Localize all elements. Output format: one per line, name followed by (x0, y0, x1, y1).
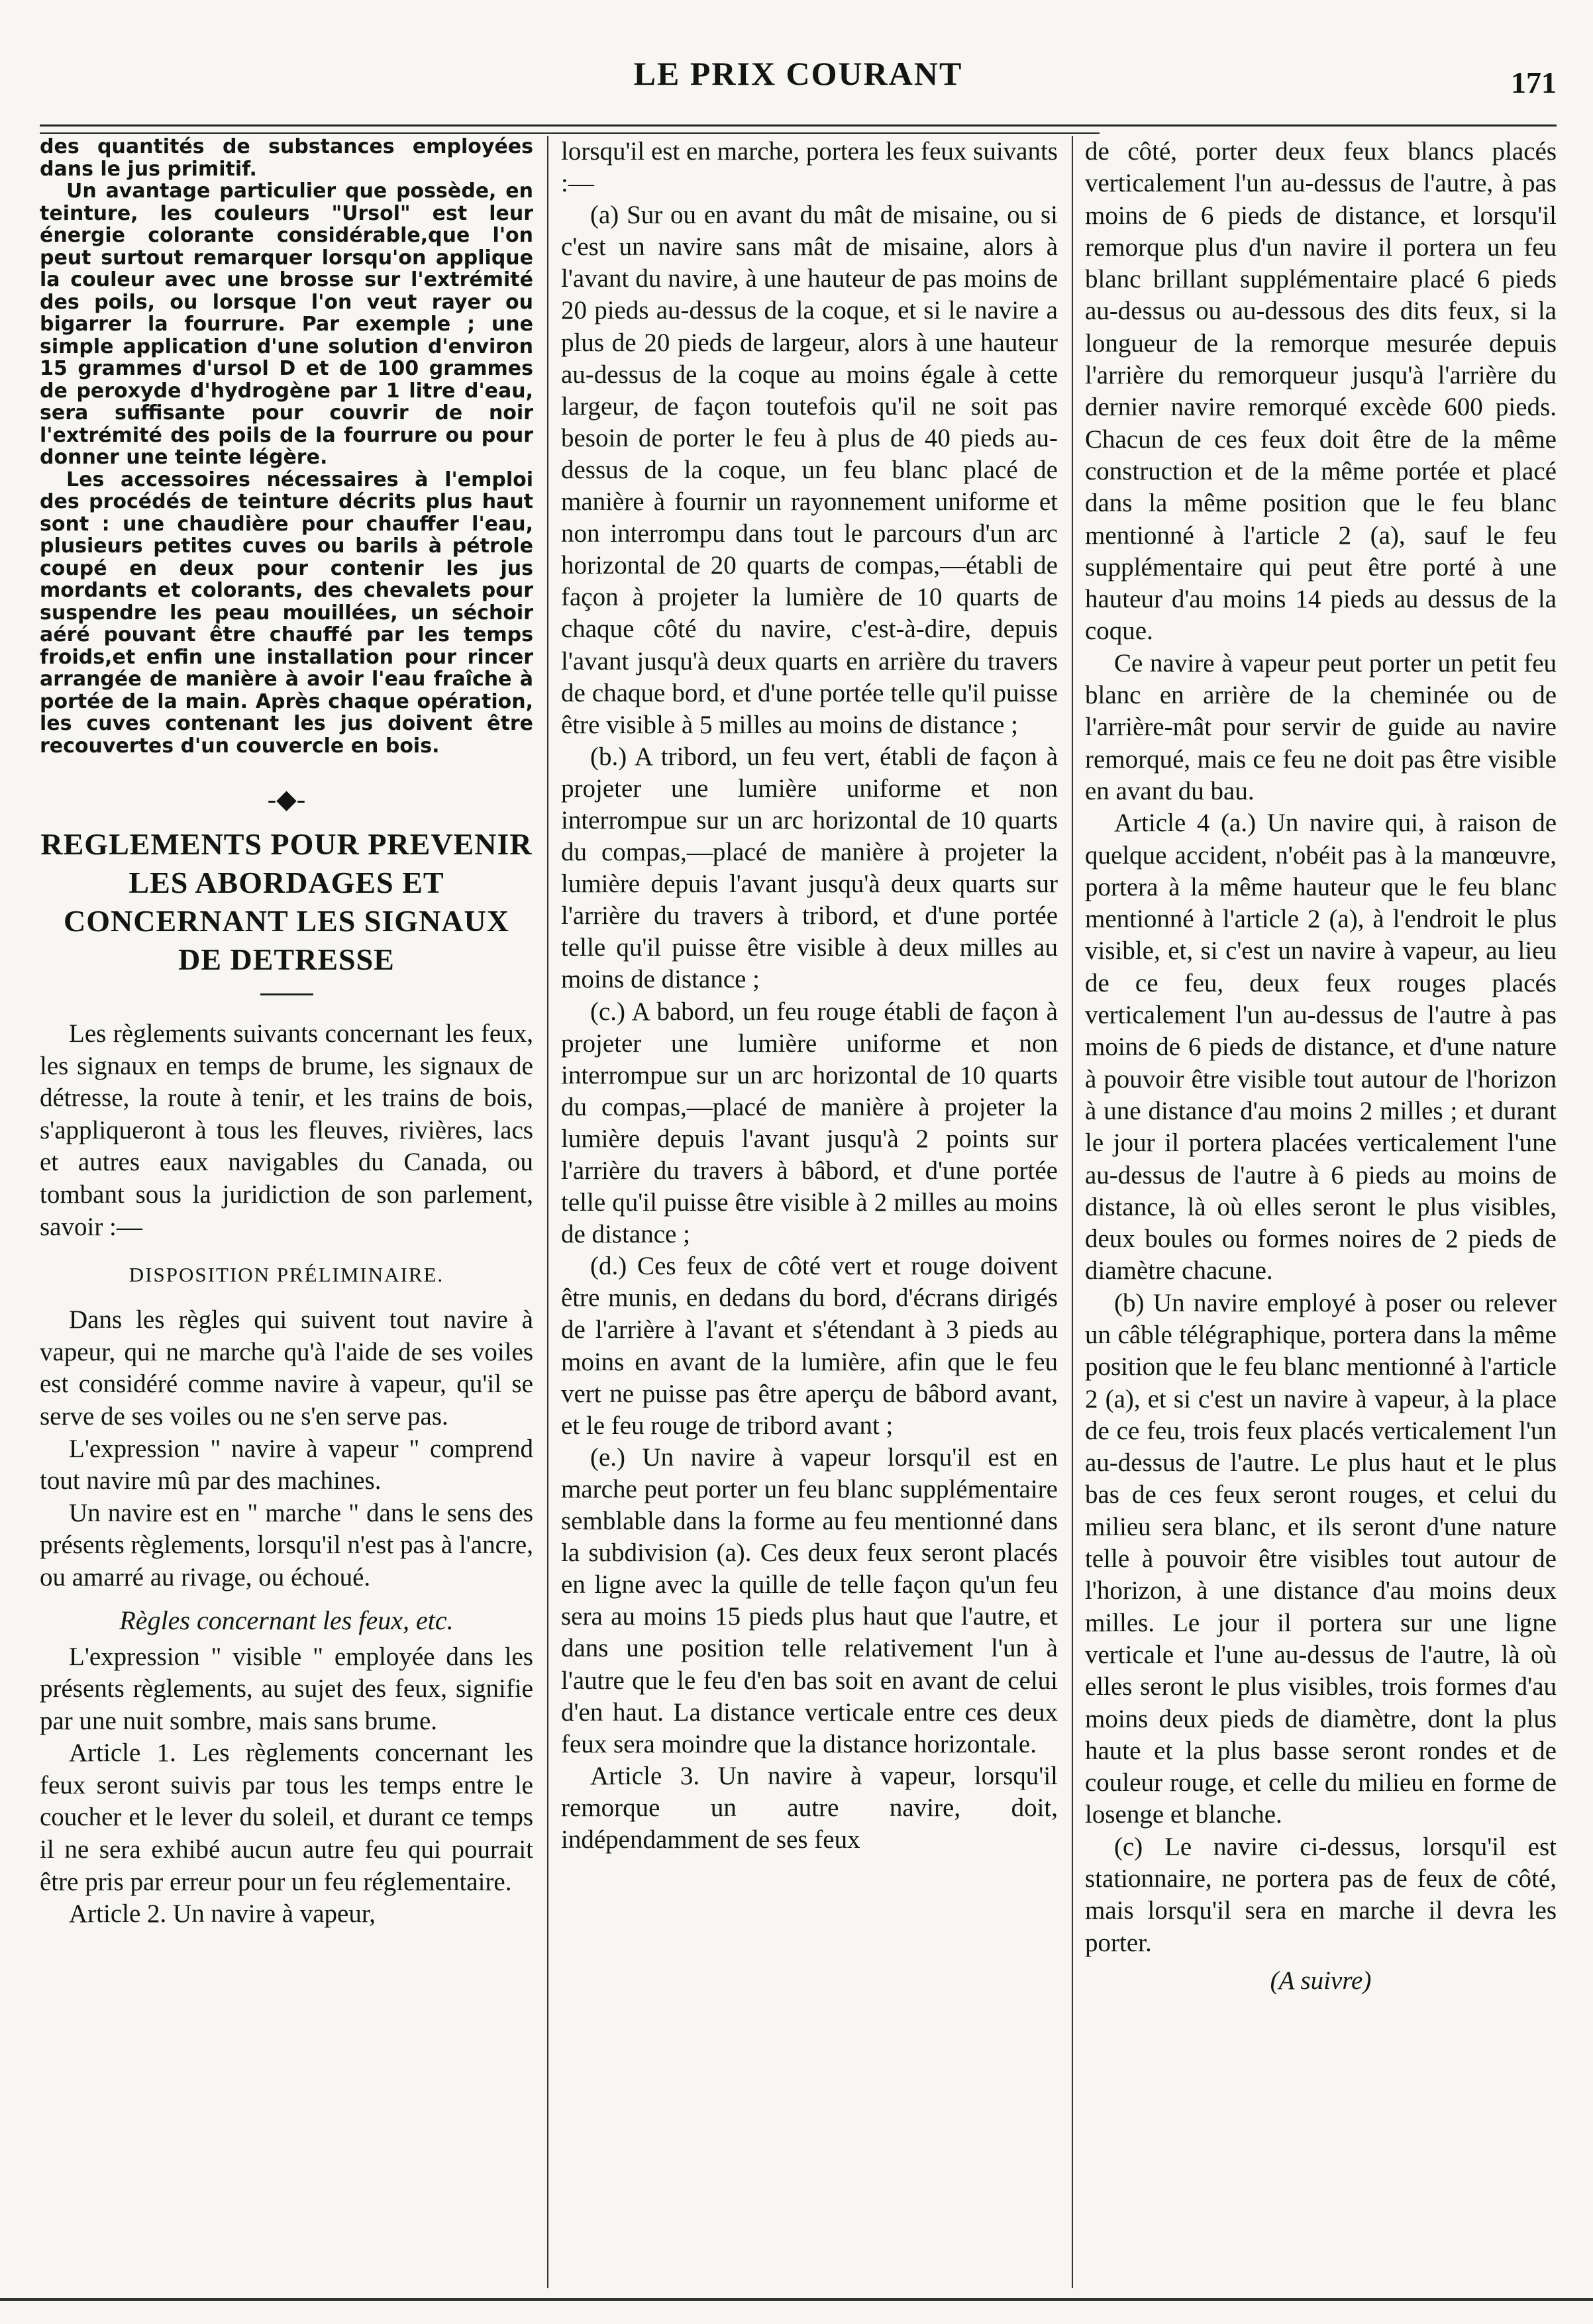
paragraph: (c) Le navire ci-dessus, lorsqu'il est stationnaire, ne portera pas de feux de côté, mais lorsqu'il sera en marche il devra les porter. (1085, 1832, 1557, 1957)
paragraph: Ce navire à vapeur peut porter un petit feu blanc en arrière de la cheminée ou de l'arrière-mât pour servir de guide au navire remorqué, mais ce feu ne doit pas être visible en avant du bau. (1085, 648, 1557, 805)
column-divider (547, 136, 548, 2288)
column-3 (1085, 136, 1557, 2288)
paragraph: lorsqu'il est en marche, portera les feux suivants :— (561, 137, 1058, 198)
header-rule (40, 125, 1557, 126)
article-columns (40, 136, 1557, 2288)
paragraph: Article 1. Les règlements concernant les feux seront suivis par tous les temps entre le coucher et le lever du soleil, et durant ce temps il ne sera exhibé aucun autre feu qui pourrait être pris par erreur pour un feu réglementaire. (40, 1739, 533, 1896)
paragraph: de côté, porter deux feux blancs placés verticalement l'un au-dessus de l'autre, à pas moins de 6 pieds de distance, et lorsqu'il remorque plus d'un navire il portera un feu blanc brillant supplémentaire placé 6 pieds au-dessus ou au-dessous des dits feux, si la longueur de la remorque mesurée depuis l'arrière du remorqueur jusqu'à l'arrière du dernier navire remorqué excède 600 pieds. Chacun de ces feux doit être de la même construction et de la même portée et placé dans la même position que le feu blanc mentionné à l'article 2 (a), sauf le feu supplémentaire qui peut être porté à une hauteur d'au moins 14 pieds au dessus de la coque. (1085, 137, 1557, 646)
running-title: LE PRIX COURANT (633, 55, 963, 92)
page-number: 171 (1511, 66, 1557, 99)
paragraph: Article 2. Un navire à vapeur, (69, 1899, 376, 1929)
paragraph: (b) Un navire employé à poser ou relever un câble télégraphique, portera dans la même position que le feu blanc mentionné à l'article 2 (a), et si c'est un navire à vapeur, à la place de ce feu, trois feux placés verticalement l'un au-dessus de l'autre. Le plus haut et le plus bas de ces feux seront rouges, et celui du milieu sera blanc, et ils seront d'une nature telle à pouvoir être visibles tout autour de l'horizon, à une distance d'au moins deux milles. Le jour il portera sur une ligne verticale et l'une au-dessus de l'autre, là où elles seront le plus visibles, trois formes d'au moins deux pieds de diamètre, dont la plus haute et la plus basse seront rondes et de couleur rouge, et celle du milieu en forme de losenge et blanche. (1085, 1288, 1557, 1829)
footer-rule (0, 2298, 1593, 2301)
paragraph: Article 3. Un navire à vapeur, lorsqu'il remorque un autre navire, doit, indépendamment de ses feux (561, 1761, 1058, 1854)
article-headline: REGLEMENTS POUR PREVENIR LES ABORDAGES ET CONCERNANT LES SIGNAUX DE DETRESSE (40, 827, 533, 976)
paragraph: des quantités de substances employées dans le jus primitif. (40, 136, 533, 181)
paragraph: (d.) Ces feux de côté vert et rouge doivent être munis, en dedans du bord, d'écrans dirigés de l'arrière à l'avant et s'étendant à 3 pieds au moins en avant de la lumière, afin que le feu vert ne puisse pas être aperçu de bâbord avant, et le feu rouge de tribord avant ; (561, 1252, 1058, 1440)
dye-article-continuation (40, 136, 533, 757)
continued-note: (A suivre) (1270, 1966, 1372, 1995)
paragraph: Dans les règles qui suivent tout navire à vapeur, qui ne marche qu'à l'aide de ses voiles est considéré comme navire à vapeur, qu'il se serve de ses voiles ou ne s'en serve pas. (40, 1305, 533, 1431)
column-1 (40, 136, 533, 2288)
regulations-body (40, 1018, 533, 1931)
paragraph: Article 4 (a.) Un navire qui, à raison de quelque accident, n'obéit pas à la manœuvre, portera à la même hauteur que le feu blanc mentionné à l'article 2 (a), à l'endroit le plus visible, et, si c'est un navire à vapeur, au lieu de ce feu, deux feux rouges placés verticalement l'un au-dessus de l'autre à pas moins de 6 pieds de distance, et d'une nature à pouvoir être visible tout autour de l'horizon à une distance d'au moins 2 milles ; et durant le jour il portera placées verticalement l'une au-dessus de l'autre à 6 pieds au moins de distance, là où elles seront le plus visibles, deux boules ou formes noires de 2 pieds de diamètre chacune. (1085, 809, 1557, 1286)
paragraph: (e.) Un navire à vapeur lorsqu'il est en marche peut porter un feu blanc supplémentaire semblable dans la forme au feu mentionné dans la subdivision (a). Ces deux feux seront placés en ligne avec la quille de telle façon qu'un feu sera au moins 15 pieds plus haut que l'autre, et dans une position telle relativement l'un à l'autre que le feu d'en bas soit en avant de celui d'en haut. La distance verticale entre ces deux feux sera moindre que la distance horizontale. (561, 1442, 1058, 1758)
paragraph: (a) Sur ou en avant du mât de misaine, ou si c'est un navire sans mât de misaine, alors à l'avant du navire, à une hauteur de pas moins de 20 pieds au-dessus de la coque, et si le navire a plus de 20 pieds de largeur, alors à une hauteur au-dessus de la coque au moins égale à cette largeur, de façon toutefois qu'il ne soit pas besoin de porter le feu à plus de 40 pieds au-dessus de la coque, un feu blanc placé de manière à fournir un rayonnement uniforme et non interrompu dans tout le parcours d'un arc horizontal de 20 quarts de compas,—établi de façon à projeter la lumière de 10 quarts de chaque côté du navire, c'est-à-dire, depuis l'avant jusqu'à deux quarts en arrière du travers de chaque bord, et d'une portée telle qu'il puisse être visible à 5 milles au moins de distance ; (561, 201, 1058, 739)
paragraph: Un navire est en " marche " dans le sens des présents règlements, lorsqu'il n'est pas à l'ancre, ou amarré au rivage, ou échoué. (40, 1498, 533, 1591)
paragraph: Les règlements suivants concernant les feux, les signaux en temps de brume, les signaux de détresse, la route à tenir, et les trains de bois, s'appliqueront à tous les fleuves, rivières, lacs et autres eaux navigables du Canada, ou tombant sous la juridiction de son parlement, savoir :— (40, 1019, 533, 1241)
paragraph: (c.) A babord, un feu rouge établi de façon à projeter une lumière uniforme et non interrompue sur un arc horizontal de 10 quarts du compas,—placé de manière à projeter la lumière depuis l'avant jusqu'à 2 points sur l'arrière du travers à bâbord, et d'une portée telle qu'il puisse être visible à 2 milles au moins de distance ; (561, 997, 1058, 1249)
paragraph: L'expression " navire à vapeur " comprend tout navire mû par des machines. (40, 1434, 533, 1495)
section-heading: DISPOSITION PRÉLIMINAIRE. (128, 1263, 444, 1287)
section-ornament: -◆- (267, 784, 306, 814)
header-rule-thin (40, 132, 1100, 134)
page-header (40, 20, 1557, 119)
column-2 (561, 136, 1058, 2288)
paragraph: L'expression " visible " employée dans les présents règlements, au sujet des feux, signifie par une nuit sombre, mais sans brume. (40, 1642, 533, 1735)
subsection-heading: Règles concernant les feux, etc. (119, 1605, 454, 1635)
column-divider (1072, 136, 1073, 2288)
headline-rule (260, 993, 313, 995)
paragraph: Un avantage particulier que possède, en teinture, les couleurs "Ursol" est leur énergie colorante considérable,que l'on peut surtout remarquer lorsqu'on applique la couleur avec une brosse sur l'extrémité des poils, ou lorsque l'on veut rayer ou bigarrer la fourrure. Par exemple ; une simple application d'une solution d'environ 15 grammes d'ursol D et de 100 grammes de peroxyde d'hydrogène par 1 litre d'eau, sera suffisante pour couvrir de noir l'extrémité des poils de la fourrure ou pour donner une teinte légère. (40, 179, 533, 469)
paragraph: (b.) A tribord, un feu vert, établi de façon à projeter une lumière uniforme et non interrompue sur un arc horizontal de 10 quarts du compas,—placé de manière à projeter la lumière depuis l'avant jusqu'à deux quarts sur l'arrière du travers à tribord, et d'une portée telle qu'il puisse être visible à deux milles au moins de distance ; (561, 742, 1058, 994)
paragraph: Les accessoires nécessaires à l'emploi des procédés de teinture décrits plus haut sont : une chaudière pour chauffer l'eau, plusieurs petites cuves ou barils à pétrole coupé en deux pour contenir les jus mordants et colorants, des chevalets pour suspendre les peau mouillées, un séchoir aéré pouvant être chauffé par les temps froids,et enfin une installation pour rincer arrangée de manière à avoir l'eau fraîche à portée de la main. Après chaque opération, les cuves contenant les jus doivent être recouvertes d'un couvercle en bois. (40, 468, 533, 758)
